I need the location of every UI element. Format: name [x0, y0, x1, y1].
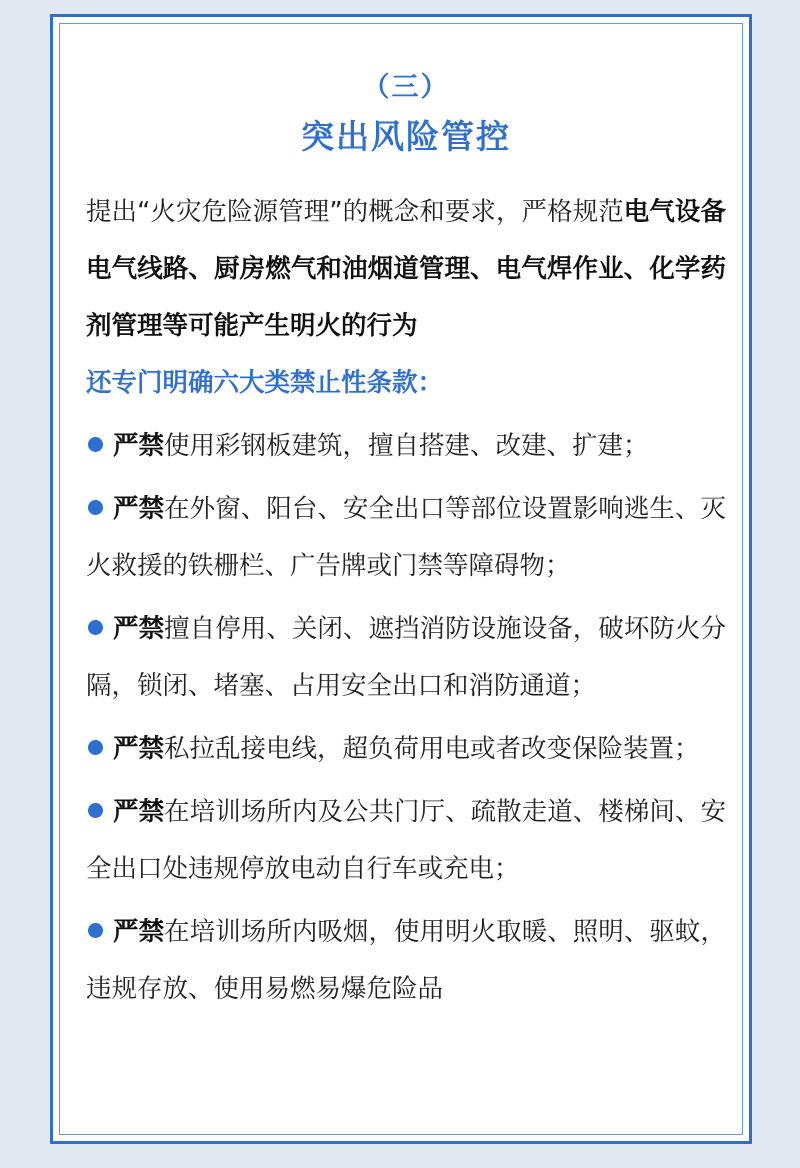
prohibition-lead: 严禁	[113, 494, 165, 524]
prohibition-text: 在培训场所内吸烟，使用明火取暖、照明、驱蚊，违规存放、使用易燃易爆危险品	[86, 917, 726, 1004]
prohibition-lead: 严禁	[113, 431, 165, 461]
bullet-dot-icon	[88, 923, 103, 938]
prohibition-text: 使用彩钢板建筑，擅自搭建、改建、扩建；	[164, 431, 649, 461]
prohibition-item	[86, 904, 726, 1018]
intro-plain-text: 提出“火灾危险源管理”的概念和要求，严格规范	[86, 197, 624, 227]
prohibition-item	[86, 784, 726, 898]
bullet-dot-icon	[88, 803, 103, 818]
prohibition-item	[86, 481, 726, 595]
prohibition-text: 在培训场所内及公共门厅、疏散走道、楼梯间、安全出口处违规停放电动自行车或充电；	[86, 797, 726, 884]
prohibition-text: 擅自停用、关闭、遮挡消防设施设备，破坏防火分隔，锁闭、堵塞、占用安全出口和消防通道；	[86, 614, 726, 701]
intro-paragraph	[86, 184, 726, 412]
prohibition-lead: 严禁	[113, 917, 165, 947]
document-content	[86, 70, 726, 1018]
intro-bold-text: 电气设备电气线路、厨房燃气和油烟道管理、电气焊作业、化学药剂管理等可能产生明火的行为	[86, 197, 726, 341]
prohibition-text: 在外窗、阳台、安全出口等部位设置影响逃生、灭火救援的铁栅栏、广告牌或门禁等障碍物；	[86, 494, 726, 581]
prohibition-lead: 严禁	[113, 797, 165, 827]
prohibition-item	[86, 721, 726, 778]
prohibition-item	[86, 601, 726, 715]
bullet-dot-icon	[88, 740, 103, 755]
prohibition-lead: 严禁	[113, 734, 165, 764]
prohibition-item	[86, 418, 726, 475]
prohibition-list	[86, 418, 726, 1018]
bullet-dot-icon	[88, 500, 103, 515]
bullet-dot-icon	[88, 437, 103, 452]
section-title: 突出风险管控	[301, 117, 511, 156]
prohibition-lead: 严禁	[113, 614, 165, 644]
section-number: （三）	[362, 72, 450, 103]
bullet-dot-icon	[88, 620, 103, 635]
prohibition-text: 私拉乱接电线，超负荷用电或者改变保险装置；	[164, 734, 700, 764]
intro-accent-text: 还专门明确六大类禁止性条款：	[86, 368, 444, 398]
